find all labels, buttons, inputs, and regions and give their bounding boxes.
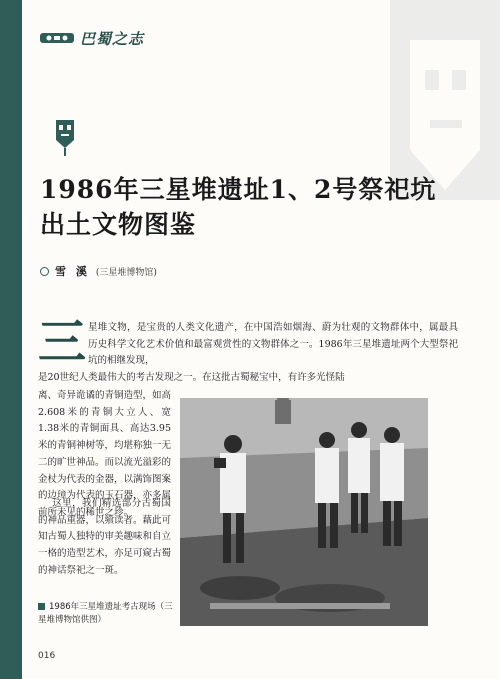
body-paragraph-1-tail: 是20世纪人类最伟大的考古发现之一。在这批古蜀秘宝中，有许多光怪陆 <box>38 372 345 383</box>
brand-name: 巴蜀之志 <box>80 29 145 48</box>
photo-caption <box>38 601 173 626</box>
brand-header <box>40 28 144 48</box>
caption-text: 1986年三星堆遗址考古现场（三星堆博物馆供图） <box>38 602 173 625</box>
author-affiliation: (三星堆博物馆) <box>95 267 157 278</box>
author-bullet-icon <box>40 267 49 276</box>
body-paragraph-1: 星堆文物，是宝贵的人类文化遗产，在中国浩如烟海、蔚为壮观的文物群体中，属最具历史科学文化艺术价值和最富观赏性的文物群体之一。1986年三星堆遗址两个大型祭祀坑的相继发现， <box>88 322 458 367</box>
excavation-photo <box>180 398 428 626</box>
bronze-mask-watermark <box>390 0 500 200</box>
bronze-mask-emblem-icon <box>54 116 76 156</box>
page-number: 016 <box>38 651 56 661</box>
author-line <box>40 263 157 279</box>
bronze-mask-icon <box>40 31 74 45</box>
drop-cap: 三 <box>38 314 87 370</box>
body-paragraph-2: 这里，我们精选部分古蜀国的神品重器，以飨读者。藉此可知古蜀人独特的审美趣味和自立一格的造型艺术，亦足可窥古蜀的神话祭祀之一斑。 <box>38 498 172 576</box>
left-accent-bar <box>0 0 22 679</box>
article-title: 1986年三星堆遗址1、2号祭祀坑出土文物图鉴 <box>40 175 437 239</box>
caption-marker-icon <box>38 603 45 610</box>
author-name: 雪 溪 <box>55 265 90 278</box>
body-paragraph-1-column: 离、奇异诡谲的青铜造型，如高2.608米的青铜大立人、宽1.38米的青铜面具、高达3.95米的青铜神树等，均堪称独一无二的旷世神品。而以流光溢彩的金杖为代表的金器，以满饰图案的边璋为代表的玉石器，亦多属前所未见的稀世之珍。 <box>38 390 172 518</box>
